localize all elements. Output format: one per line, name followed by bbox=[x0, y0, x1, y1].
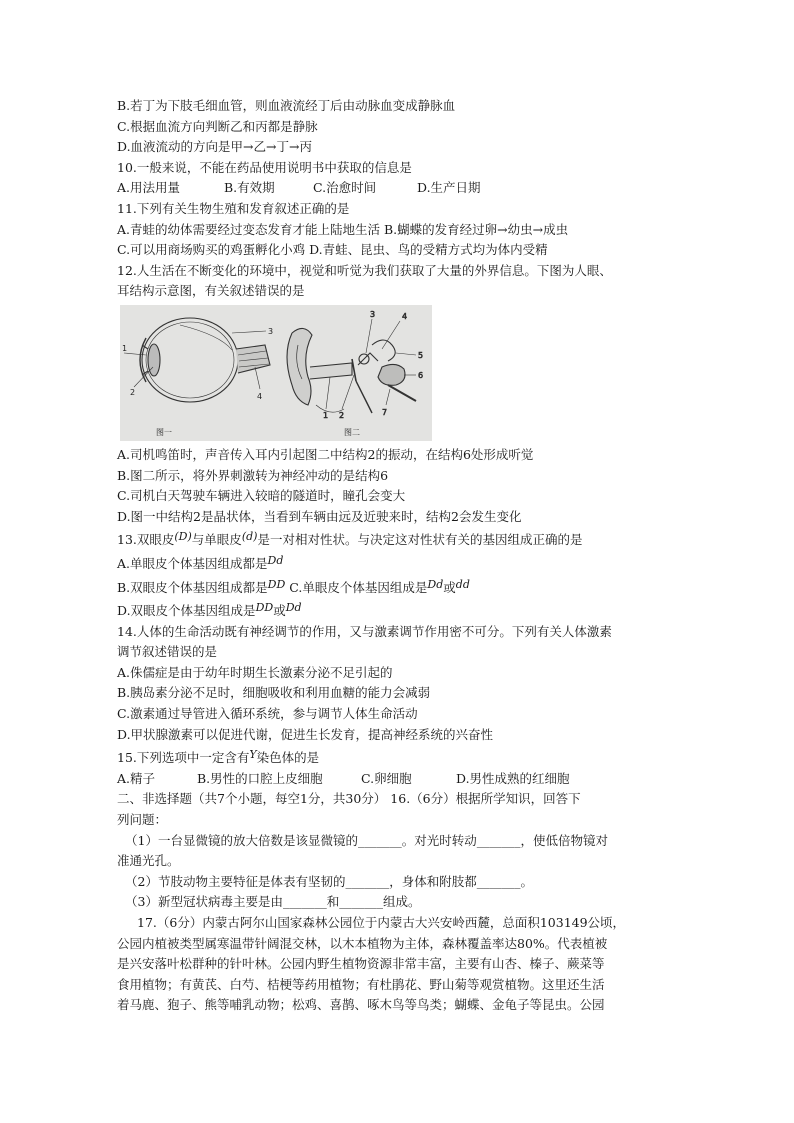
q13-option-b-text: B.双眼皮个体基因组成都是 bbox=[117, 579, 268, 595]
q16-part-1-cont: 准通光孔。 bbox=[117, 853, 180, 869]
q13-option-c-text: C.单眼皮个体基因组成是 bbox=[285, 579, 428, 595]
q13-option-d-or: 或 bbox=[273, 603, 286, 619]
q16-part-3: （3）新型冠状病毒主要是由_______和_______组成。 bbox=[125, 894, 421, 910]
q13-symbol-d-lower: (d) bbox=[241, 530, 258, 544]
q16-part-1: （1）一台显微镜的放大倍数是该显微镜的_______。对光时转动_______，使低倍物镜对 bbox=[125, 832, 608, 848]
q11-stem: 11.下列有关生物生殖和发育叙述正确的是 bbox=[117, 200, 350, 216]
q15-option-b: B.男性的口腔上皮细胞 bbox=[197, 770, 323, 786]
q17-para-5: 着马鹿、狍子、熊等哺乳动物；松鸡、喜鹊、啄木鸟等鸟类；蝴蝶、金龟子等昆虫。公园 bbox=[117, 997, 605, 1013]
q14-stem-1: 14.人体的生命活动既有神经调节的作用，又与激素调节作用密不可分。下列有关人体激素 bbox=[117, 623, 612, 639]
q13-option-c-genotype-1: Dd bbox=[427, 577, 444, 591]
q9-option-d: D.血液流动的方向是甲→乙→丁→丙 bbox=[117, 139, 312, 155]
q10-option-d: D.生产日期 bbox=[417, 180, 481, 196]
q15-option-c: C.卵细胞 bbox=[361, 770, 412, 786]
q13-stem bbox=[117, 527, 677, 551]
q14-option-a: A.侏儒症是由于幼年时期生长激素分泌不足引起的 bbox=[117, 664, 393, 680]
q12-option-d: D.图一中结构2是晶状体，当看到车辆由远及近驶来时，结构2会发生变化 bbox=[117, 508, 522, 524]
section-2-heading-cont: 列问题： bbox=[117, 812, 168, 828]
q10-option-b: B.有效期 bbox=[224, 180, 275, 196]
q13-option-c-genotype-2: dd bbox=[455, 577, 470, 591]
q11-options-cd: C.可以用商场购买的鸡蛋孵化小鸡 D.青蛙、昆虫、鸟的受精方式均为体内受精 bbox=[117, 242, 548, 258]
q17-para-4: 食用植物；有黄芪、白芍、桔梗等药用植物；有杜鹃花、野山菊等观赏植物。这里还生活 bbox=[117, 976, 605, 992]
figure-caption-1: 图一 bbox=[156, 427, 172, 437]
ear-label-7: 7 bbox=[382, 407, 388, 417]
q13-stem-part-2: 与单眼皮 bbox=[191, 532, 242, 548]
q15-stem-part-1: 15.下列选项中一定含有 bbox=[117, 750, 250, 766]
q13-option-a bbox=[117, 551, 677, 575]
eye-label-1: 1 bbox=[122, 343, 128, 353]
q14-option-b: B.胰岛素分泌不足时，细胞吸收和利用血糖的能力会减弱 bbox=[117, 685, 431, 701]
ear-label-2: 2 bbox=[339, 410, 345, 420]
q12-option-b: B.图二所示，将外界刺激转为神经冲动的是结构6 bbox=[117, 467, 389, 483]
figure-caption-2: 图二 bbox=[344, 427, 360, 437]
q13-stem-part-3: 是一对相对性状。与决定这对性状有关的基因组成正确的是 bbox=[257, 532, 583, 548]
q13-option-c-or: 或 bbox=[443, 579, 456, 595]
ear-label-3: 3 bbox=[370, 309, 376, 319]
q17-para-2: 公园内植被类型属寒温带针阔混交林，以木本植物为主体，森林覆盖率达80%。代表植被 bbox=[117, 935, 608, 951]
q13-option-d-genotype-1: DD bbox=[255, 601, 274, 615]
q17-para-3: 是兴安落叶松群种的针叶林。公园内野生植物资源非常丰富，主要有山杏、榛子、蕨菜等 bbox=[117, 956, 605, 972]
eye-label-4: 4 bbox=[257, 391, 263, 401]
q12-stem-1: 12.人生活在不断变化的环境中，视觉和听觉为我们获取了大量的外界信息。下图为人眼、 bbox=[117, 262, 612, 278]
ear-label-6: 6 bbox=[418, 370, 424, 380]
q13-options-bc bbox=[117, 575, 677, 599]
q12-option-c: C.司机白天驾驶车辆进入较暗的隧道时，瞳孔会变大 bbox=[117, 488, 406, 504]
eye-label-2: 2 bbox=[130, 387, 136, 397]
q13-option-a-text: A.单眼皮个体基因组成都是 bbox=[117, 555, 268, 571]
ear-label-1: 1 bbox=[323, 410, 329, 420]
q13-option-d bbox=[117, 598, 677, 622]
q16-part-2: （2）节肢动物主要特征是体表有坚韧的_______，身体和附肢都_______。 bbox=[125, 873, 533, 889]
q10-option-c: C.治愈时间 bbox=[313, 180, 377, 196]
q15-option-a: A.精子 bbox=[117, 770, 156, 786]
q12-option-a: A.司机鸣笛时，声音传入耳内引起图二中结构2的振动，在结构6处形成听觉 bbox=[117, 446, 534, 462]
exam-content bbox=[117, 96, 677, 1016]
q13-option-b-genotype: DD bbox=[267, 577, 286, 591]
q15-stem bbox=[117, 745, 677, 769]
q13-symbol-d-upper: (D) bbox=[174, 530, 192, 544]
eye-ear-diagram bbox=[120, 305, 432, 441]
section-2-heading: 二、非选择题（共7个小题，每空1分，共30分） 16.（6分）根据所学知识，回答下 bbox=[117, 791, 581, 807]
ear-label-4: 4 bbox=[402, 311, 408, 321]
q17-para-1: 17.（6分）内蒙古阿尔山国家森林公园位于内蒙古大兴安岭西麓，总面积103149公顷， bbox=[137, 915, 626, 930]
q14-option-d: D.甲状腺激素可以促进代谢，促进生长发育，提高神经系统的兴奋性 bbox=[117, 726, 494, 742]
q12-stem-2: 耳结构示意图，有关叙述错误的是 bbox=[117, 283, 305, 299]
q10-option-a: A.用法用量 bbox=[117, 180, 181, 196]
q10-options bbox=[117, 178, 677, 199]
q14-stem-2: 调节叙述错误的是 bbox=[117, 644, 218, 660]
q13-option-d-text: D.双眼皮个体基因组成是 bbox=[117, 603, 256, 619]
q9-option-b: B.若丁为下肢毛细血管，则血液流经丁后由动脉血变成静脉血 bbox=[117, 98, 456, 113]
eye-label-3: 3 bbox=[268, 326, 274, 336]
ear-label-5: 5 bbox=[418, 350, 424, 360]
q9-option-c: C.根据血流方向判断乙和丙都是静脉 bbox=[117, 118, 318, 134]
q15-stem-part-2: 染色体的是 bbox=[256, 750, 320, 766]
q15-symbol-y: Y bbox=[249, 748, 257, 762]
q10-stem: 10.一般来说，不能在药品使用说明书中获取的信息是 bbox=[117, 159, 412, 175]
q13-option-d-genotype-2: Dd bbox=[285, 601, 302, 615]
q14-option-c: C.激素通过导管进入循环系统，参与调节人体生命活动 bbox=[117, 706, 418, 722]
q15-option-d: D.男性成熟的红细胞 bbox=[456, 770, 570, 786]
q15-options bbox=[117, 769, 677, 790]
q13-stem-part-1: 13.双眼皮 bbox=[117, 532, 175, 548]
q11-options-ab: A.青蛙的幼体需要经过变态发育才能上陆地生活 B.蝴蝶的发育经过卵→幼虫→成虫 bbox=[117, 221, 569, 237]
q13-option-a-genotype: Dd bbox=[267, 553, 284, 567]
